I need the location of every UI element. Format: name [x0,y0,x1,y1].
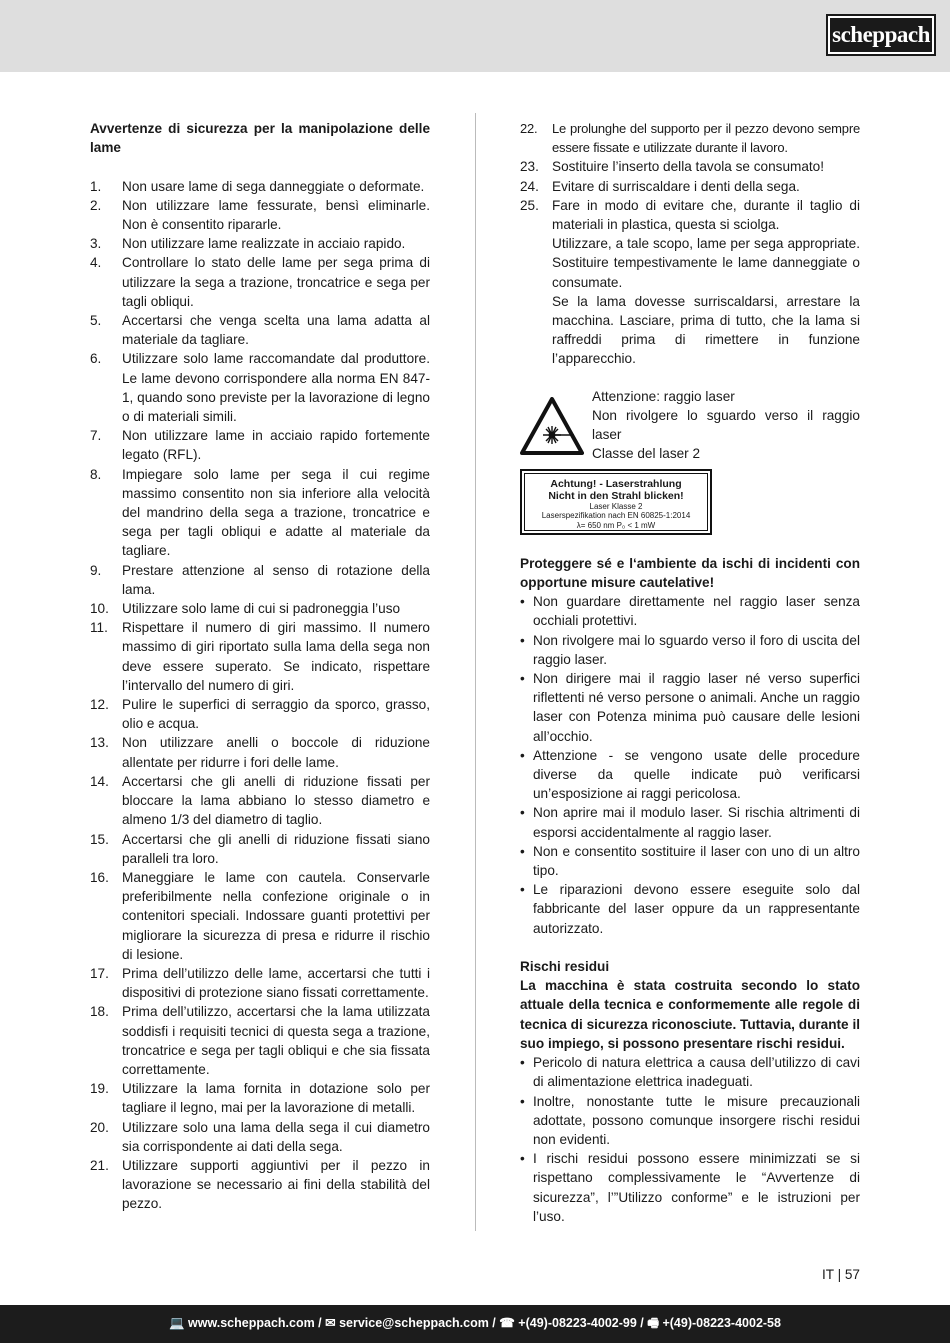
item-text: Prima dell’utilizzo, accertarsi che la lama utilizzata soddisfi i requisiti tecnici di questa sega a trazione, troncatrice e sega per tagli obliqui e che sia fissata correttamente. [122,1004,430,1077]
item-number: 7. [90,428,102,444]
item-number: 3. [90,236,102,252]
list-item [90,349,430,426]
list-item [520,119,860,157]
laser-line: Classe del laser 2 [592,446,701,462]
item-number: 11. [90,620,108,636]
list-item [90,1156,430,1214]
item-number: 5. [90,313,102,329]
list-item [90,618,430,695]
item-text: Maneggiare le lame con cautela. Conservarle preferibilmente nella confezione originale o in contenitori speciali. Indossare guanti protettivi per migliorare la sicurezza di presa e ridurre il rischio di lesione. [122,869,430,962]
item-text: Non utilizzare lame realizzate in acciaio rapido. [122,236,406,252]
list-item: • Non e consentito sostituire il laser con uno di un altro tipo. [520,842,860,880]
section-heading: Avvertenze di sicurezza per la manipolazione delle lame [90,121,430,156]
list-item [520,157,860,176]
list-item [90,196,430,234]
list-item [90,1002,430,1079]
item-number: 1. [90,178,102,194]
item-number: 9. [90,562,102,578]
item-number: 10. [90,601,109,617]
page-number: IT | 57 [821,1267,860,1282]
item-number: 25. [520,197,539,213]
list-item: • Non guardare direttamente nel raggio laser senza occhiali protettivi. [520,592,860,630]
item-number: 18. [90,1004,109,1020]
item-text: Le prolunghe del supporto per il pezzo devono sempre essere fissate e utilizzate durante il lavoro. [552,121,860,156]
section-heading: Proteggere sé e l‘ambiente da ischi di incidenti con opportune misure cautelative! [520,555,860,591]
section-heading: Rischi residui [520,959,610,975]
item-text: Utilizzare supporti aggiuntivi per il pezzo in lavorazione se necessario ai fini della stabilità del pezzo. [122,1157,430,1212]
item-number: 22. [520,121,538,136]
list-item [90,599,430,618]
item-number: 24. [520,178,539,194]
list-item [90,177,430,196]
item-text: Evitare di surriscaldare i denti della sega. [552,178,800,194]
residual-risks-list [520,1053,860,1226]
label-line: Achtung! - Laserstrahlung [550,477,682,490]
laser-class-label [520,469,712,535]
brand-logo: scheppach [826,14,936,56]
list-item: • Pericolo di natura elettrica a causa dell’utilizzo di cavi di alimentazione elettrica inadeguati. [520,1053,860,1091]
blade-safety-list [90,177,430,1214]
item-text: Prestare attenzione al senso di rotazione della lama. [122,562,430,597]
left-column [90,119,430,1214]
list-item: • Attenzione - se vengono usate delle procedure diverse da quelle indicate può verificarsi un’esposizione ai raggi pericolosa. [520,746,860,804]
item-number: 14. [90,773,109,789]
item-number: 20. [90,1119,109,1135]
item-number: 21. [90,1157,109,1173]
item-number: 15. [90,831,109,847]
list-item [520,196,860,369]
footer-contact: 💻 www.scheppach.com / ✉ service@scheppach.com / ☎ +(49)-08223-4002-99 / 🖷 +(49)-08223-4002-58 [169,1316,781,1331]
item-text: Se la lama dovesse surriscaldarsi, arrestare la macchina. Lasciare, prima di tutto, che la lama si raffreddi prima di rimettere in funzione l’apparecchio. [552,293,860,367]
item-number: 8. [90,466,102,482]
list-item: • Non rivolgere mai lo sguardo verso il foro di uscita del raggio laser. [520,631,860,669]
item-text: Non utilizzare anelli o boccole di riduzione allentate per ridurre i fori delle lame. [122,735,430,770]
item-text: Prima dell’utilizzo delle lame, accertarsi che tutti i dispositivi di protezione siano fissati correttamente. [122,965,430,1001]
list-item [90,695,430,733]
laser-warning [520,387,860,462]
item-text: Non usare lame di sega danneggiate o deformate. [122,178,425,194]
list-item: • Le riparazioni devono essere eseguite solo dal fabbricante del laser oppure da un rappresentante autorizzato. [520,880,860,938]
laser-warning-icon [520,397,584,455]
list-item [90,964,430,1002]
laser-safety-list [520,592,860,938]
item-text: Non utilizzare lame in acciaio rapido fortemente legato (RFL). [122,428,430,463]
list-item [90,311,430,349]
list-item [90,772,430,830]
list-item: • I rischi residui possono essere minimizzati se si rispettano complessivamente le “Avvertenze di sicurezza”, l’”Utilizzo conforme” e le istruzioni per l’uso. [520,1149,860,1226]
item-text: Accertarsi che gli anelli di riduzione fissati per bloccare la lama abbiano lo stesso diametro e almeno 1/3 del diametro di taglio. [122,773,430,828]
list-item [90,465,430,561]
laser-line: Attenzione: raggio laser [592,388,735,404]
label-line: Laserspezifikation nach EN 60825-1:2014 [541,511,691,521]
item-text: Utilizzare la lama fornita in dotazione solo per tagliare il legno, mai per la lavorazione di metalli. [122,1081,430,1116]
risks-intro: La macchina è stata costruita secondo lo stato attuale della tecnica e conformemente alle regole di tecnica di sicurezza riconosciute. Tuttavia, durante il suo impiego, si possono presentare rischi residui. [520,978,860,1051]
item-number: 23. [520,159,539,175]
list-item [90,561,430,599]
list-item [90,1079,430,1117]
laser-warning-text [592,387,860,464]
item-text: Utilizzare solo lame raccomandate dal produttore. Le lame devono corrispondere alla norma EN 847-1, quando sono previste per la lavorazione di legno o di materiali simili. [122,351,430,425]
list-item [90,426,430,464]
item-text: Accertarsi che gli anelli di riduzione fissati siano paralleli tra loro. [122,831,430,866]
item-text: Controllare lo stato delle lame per sega prima di utilizzare la sega a trazione, troncatrice e sega per tagli obliqui. [122,255,430,309]
item-number: 19. [90,1081,109,1097]
item-number: 4. [90,255,102,271]
list-item: • Non aprire mai il modulo laser. Si rischia altrimenti di esporsi accidentalmente al raggio laser. [520,803,860,841]
column-divider [475,113,476,1231]
list-item: • Inoltre, nonostante tutte le misure precauzionali adottate, possono comunque insorgere rischi residui non evidenti. [520,1092,860,1150]
list-item [90,234,430,253]
item-number: 17. [90,965,109,981]
item-number: 16. [90,869,109,885]
right-column [520,119,860,1226]
list-item: • Non dirigere mai il raggio laser né verso superfici riflettenti né verso persone o animali. Anche un raggio laser con Potenza minima può causare delle lesioni all’occhio. [520,669,860,746]
item-text: Utilizzare solo lame di cui si padroneggia l’uso [122,601,401,617]
item-text: Sostituire l’inserto della tavola se consumato! [552,159,825,175]
header-bar [0,0,950,72]
item-number: 12. [90,697,109,713]
list-item [90,733,430,771]
label-line: Nicht in den Strahl blicken! [548,489,684,502]
label-line: Laser Klasse 2 [589,501,643,511]
item-text: Impiegare solo lame per sega il cui regime massimo consentito non sia inferiore alla velocità del mandrino della sega a trazione, troncatrice e sega per tagli obliqui e adatte al materiale da tagliare. [122,466,430,559]
footer-bar [0,1305,950,1343]
list-item [90,830,430,868]
list-item [90,1118,430,1156]
item-text: Pulire le superfici di serraggio da sporco, grasso, olio e acqua. [122,697,430,732]
list-item [90,868,430,964]
item-number: 6. [90,351,102,367]
item-text: Non utilizzare lame fessurate, bensì eliminarle. Non è consentito ripararle. [122,197,430,232]
item-text: Rispettare il numero di giri massimo. Il numero massimo di giri riportato sulla lama della sega non deve essere superato. Se indicato, rispettare l’intervallo del numero di giri. [122,620,430,693]
item-text: Utilizzare, a tale scopo, lame per sega appropriate. Sostituire tempestivamente le lame danneggiate o consumate. [552,236,860,290]
item-number: 13. [90,735,109,751]
label-line: λ= 650 nm P₀ < 1 mW [576,520,656,530]
item-number: 2. [90,197,102,213]
item-text: Fare in modo di evitare che, durante il taglio di materiali in plastica, questa si sciolga. [552,197,860,233]
item-text: Accertarsi che venga scelta una lama adatta al materiale da tagliare. [122,313,430,348]
laser-line: Non rivolgere lo sguardo verso il raggio laser [592,407,860,443]
list-item [90,253,430,311]
blade-safety-list-continued [520,119,860,369]
list-item [520,177,860,196]
item-text: Utilizzare solo una lama della sega il cui diametro sia corrispondente ai dati della sega. [122,1119,430,1154]
